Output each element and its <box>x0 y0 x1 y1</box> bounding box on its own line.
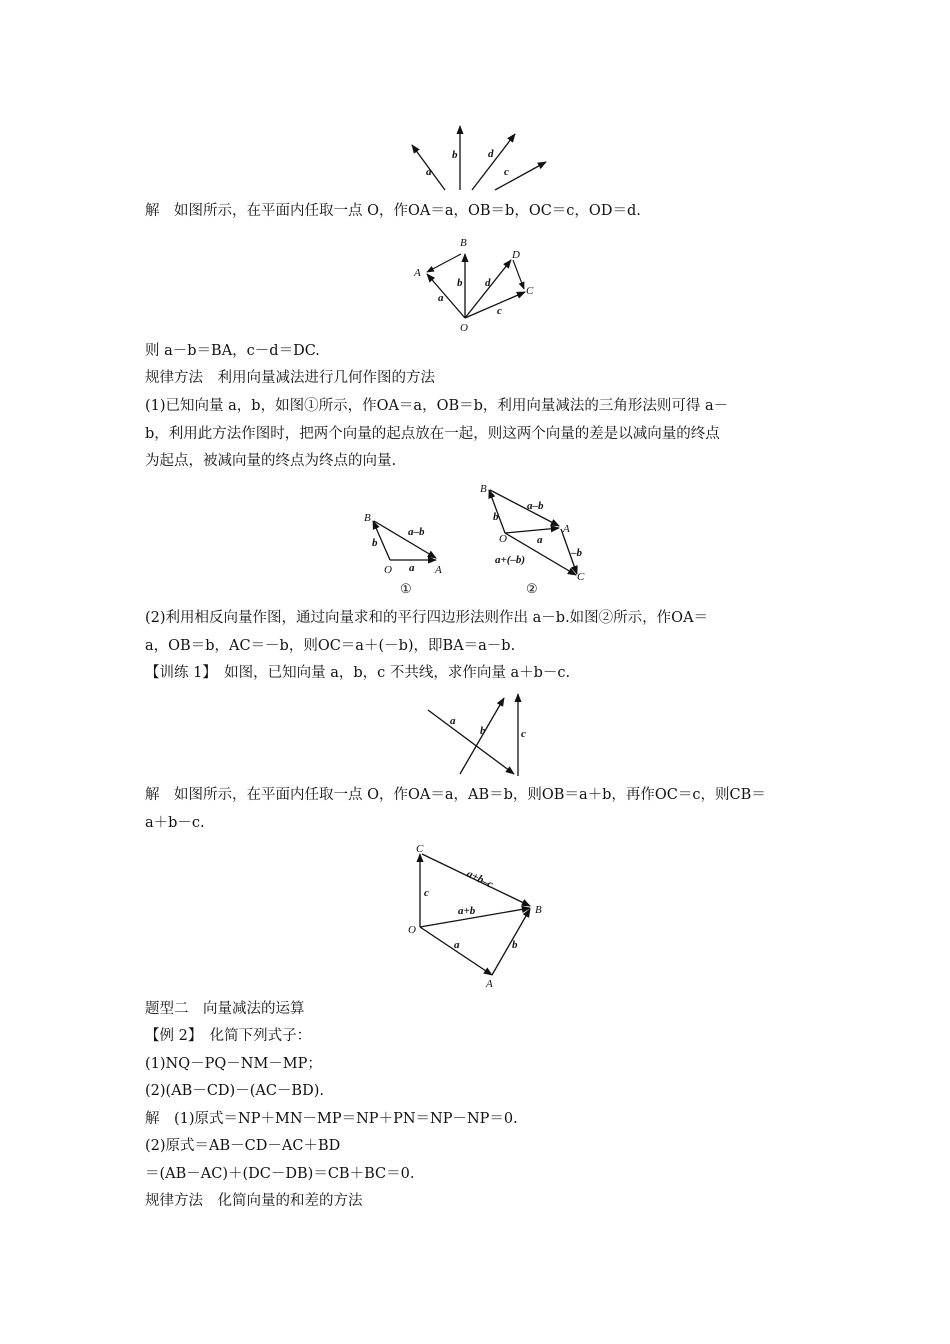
method-heading: 规律方法 化简向量的和差的方法 <box>145 1193 363 1209</box>
point-o: O <box>499 533 507 545</box>
point-d: D <box>512 249 520 261</box>
label-a-minus-b: a–b <box>408 526 425 538</box>
point-c: C <box>416 843 424 855</box>
label-a-plus-b: a+b <box>458 905 476 917</box>
label-b: b <box>512 939 518 951</box>
label-a: a <box>454 939 460 951</box>
vector-oa <box>420 927 492 975</box>
text-line: 解 如图所示，在平面内任取一点 O，作OA＝a，OB＝b，OC＝c，OD＝d. <box>145 203 641 219</box>
label-a: a <box>426 166 432 178</box>
text-line: b，利用此方法作图时，把两个向量的起点放在一起，则这两个向量的差是以减向量的终点 <box>145 426 720 442</box>
label-a-plus-minus-b: a+(–b) <box>495 554 526 566</box>
vector-dc <box>513 260 524 289</box>
label-a: a <box>537 534 543 546</box>
label-c: c <box>504 166 509 178</box>
figure-triangle-rule <box>360 505 455 580</box>
point-a: A <box>414 267 421 279</box>
text-line: ＝(AB－AC)＋(DC－DB)＝CB＋BC＝0. <box>145 1166 415 1182</box>
label-d: d <box>488 148 494 160</box>
vector-oc <box>465 292 525 318</box>
label-b: b <box>457 277 463 289</box>
figure-a-plus-b-minus-c <box>400 838 560 990</box>
vector-d <box>472 134 515 190</box>
label-b: b <box>493 511 499 523</box>
label-a: a <box>450 715 456 727</box>
text-line: 解 如图所示，在平面内任取一点 O，作OA＝a，AB＝b，则OB＝a＋b，再作OC＝c，则CB＝ <box>145 787 766 803</box>
text-line: a＋b－c. <box>145 815 205 831</box>
point-o: O <box>460 322 468 334</box>
point-c: C <box>577 571 585 583</box>
vector-ab <box>492 909 530 975</box>
vector-ba <box>427 254 461 272</box>
label-c: c <box>521 728 526 740</box>
text-line: a，OB＝b，AC＝－b，则OC＝a＋(－b)，即BA＝a－b. <box>145 638 516 654</box>
text-line: (2)原式＝AB－CD－AC＋BD <box>145 1138 341 1154</box>
point-c: C <box>526 285 534 297</box>
text-line: (1)NQ－PQ－NM－MP； <box>145 1056 322 1072</box>
vector-c <box>495 162 546 190</box>
text-line: 为起点，被减向量的终点为终点的向量. <box>145 453 397 469</box>
example-heading: 【例 2】 化简下列式子： <box>145 1028 312 1044</box>
point-b: B <box>364 512 371 524</box>
text-line: (1)已知向量 a，b，如图①所示，作OA＝a，OB＝b，利用向量减法的三角形法则可得 a－ <box>145 398 729 414</box>
label-d: d <box>485 277 491 289</box>
label-b: b <box>372 537 378 549</box>
figure-four-vectors <box>400 120 550 195</box>
point-b: B <box>535 904 542 916</box>
figure-parallelogram-rule <box>475 478 590 584</box>
label-a: a <box>409 562 415 574</box>
point-o: O <box>408 924 416 936</box>
label-a: a <box>438 292 444 304</box>
figure-three-vectors <box>420 690 540 780</box>
point-a: A <box>486 978 493 990</box>
exercise-heading: 【训练 1】 如图，已知向量 a，b，c 不共线，求作向量 a＋b－c. <box>145 665 571 681</box>
label-b: b <box>480 725 486 737</box>
label-minus-b: –b <box>571 547 582 559</box>
point-a: A <box>435 564 442 576</box>
text-line: (2)(AB－CD)－(AC－BD). <box>145 1083 324 1099</box>
text-line: 解 (1)原式＝NP＋MN－MP＝NP＋PN＝NP－NP＝0. <box>145 1111 518 1127</box>
figure-caption-1: ① <box>400 582 412 597</box>
vector-a <box>428 710 514 774</box>
figure-vectors-from-o <box>405 232 555 337</box>
text-line: (2)利用相反向量作图，通过向量求和的平行四边形法则作出 a－b.如图②所示，作OA＝ <box>145 610 709 626</box>
label-b: b <box>452 149 458 161</box>
point-o: O <box>384 564 392 576</box>
label-a-minus-b: a–b <box>527 500 544 512</box>
label-c: c <box>497 305 502 317</box>
method-heading: 规律方法 利用向量减法进行几何作图的方法 <box>145 370 435 386</box>
point-b: B <box>460 237 467 249</box>
figure-caption-2: ② <box>526 582 538 597</box>
section-heading: 题型二 向量减法的运算 <box>145 1001 305 1017</box>
label-a-plus-b-minus-c: a+b–c <box>464 867 495 891</box>
point-a: A <box>563 523 570 535</box>
label-c: c <box>424 887 429 899</box>
vector-ba <box>374 521 436 558</box>
vector-oa <box>505 528 559 533</box>
text-line: 则 a－b＝BA，c－d＝DC. <box>145 343 320 359</box>
point-b: B <box>480 483 487 495</box>
vector-od <box>465 260 511 318</box>
